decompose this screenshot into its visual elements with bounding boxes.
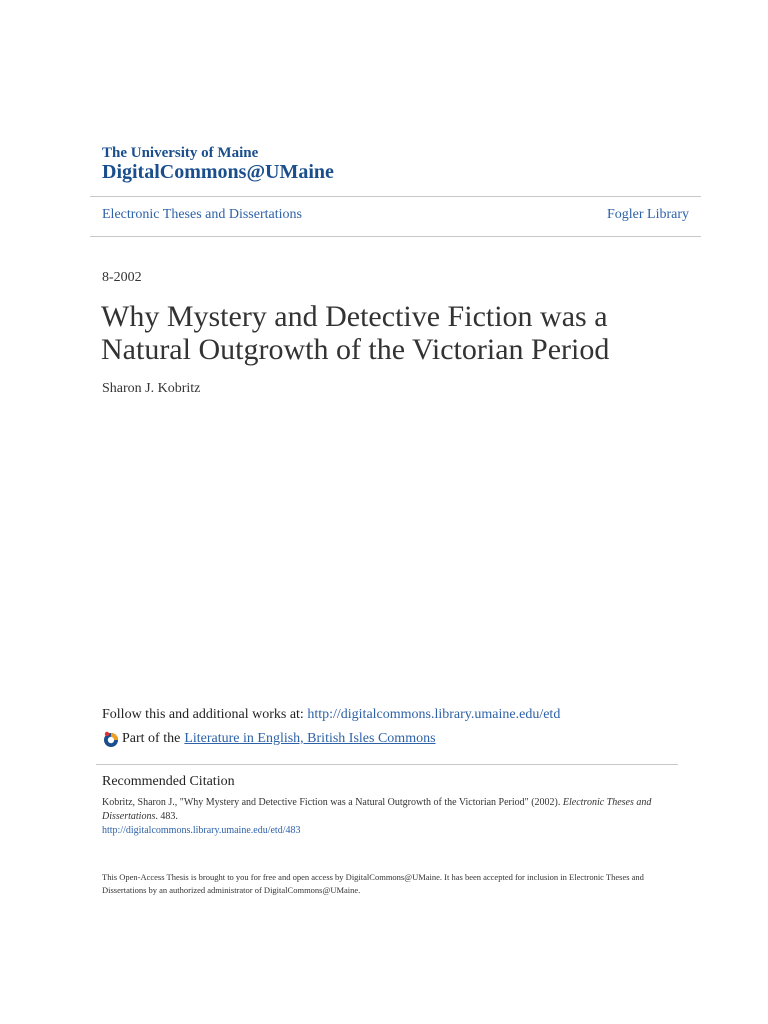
library-link[interactable]: Fogler Library bbox=[606, 207, 689, 222]
citation-journal: Electronic Theses and Dissertations bbox=[102, 797, 652, 822]
citation-text-end: . 483. bbox=[155, 811, 178, 822]
citation-heading: Recommended Citation bbox=[102, 774, 235, 789]
repository-name-link[interactable]: DigitalCommons@UMaine bbox=[102, 161, 334, 183]
citation-url-link[interactable]: http://digitalcommons.library.umaine.edu/etd/483 bbox=[102, 825, 301, 836]
commons-link[interactable]: Literature in English, British Isles Commons bbox=[184, 731, 436, 746]
series-link[interactable]: Electronic Theses and Dissertations bbox=[102, 207, 302, 222]
follow-url-link[interactable]: http://digitalcommons.library.umaine.edu/etd bbox=[307, 707, 561, 722]
institution-name: The University of Maine bbox=[102, 145, 259, 161]
document-title: Why Mystery and Detective Fiction was a Natural Outgrowth of the Victorian Period bbox=[101, 300, 610, 366]
part-of-line bbox=[102, 730, 436, 748]
part-of-prefix: Part of the bbox=[122, 731, 181, 746]
publication-date: 8-2002 bbox=[102, 270, 142, 285]
document-author: Sharon J. Kobritz bbox=[102, 381, 201, 396]
access-notice: This Open-Access Thesis is brought to you for free and open access by DigitalCommons@UMaine. It has been accepted for inclusion in Electronic Theses and Dissertations by an authorized administrator of DigitalCommons@UMaine. bbox=[102, 872, 644, 895]
citation-block bbox=[102, 796, 672, 838]
citation-divider bbox=[96, 764, 678, 765]
bepress-commons-icon bbox=[102, 730, 120, 748]
follow-line bbox=[102, 707, 560, 723]
follow-prefix: Follow this and additional works at: bbox=[102, 707, 308, 722]
citation-text: Kobritz, Sharon J., "Why Mystery and Detective Fiction was a Natural Outgrowth of the Victorian Period" (2002). bbox=[102, 797, 563, 808]
nav-divider bbox=[90, 236, 701, 237]
top-divider bbox=[90, 196, 701, 197]
